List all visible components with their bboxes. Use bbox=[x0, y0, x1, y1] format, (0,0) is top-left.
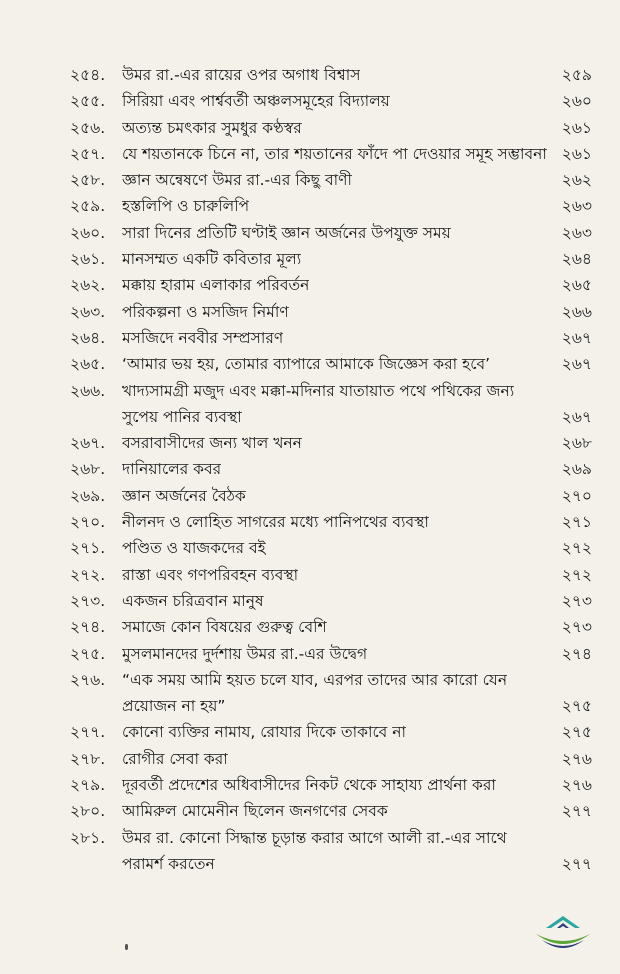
entry-body bbox=[122, 246, 592, 272]
toc-entry bbox=[70, 535, 592, 561]
entry-number: ২৬২. bbox=[70, 276, 106, 295]
entry-number: ২৬৩. bbox=[70, 302, 106, 321]
entry-page-number: ২৭৭ bbox=[561, 802, 592, 821]
entry-title: সারা দিনের প্রতিটি ঘণ্টাই জ্ঞান অর্জনের উপযুক্ত সময় bbox=[122, 223, 451, 242]
entry-page-number: ২৭৬ bbox=[561, 749, 592, 768]
entry-page-number: ২৬৬ bbox=[561, 302, 592, 321]
entry-number: ২৫৫. bbox=[70, 92, 106, 111]
entry-title: দানিয়ালের কবর bbox=[122, 460, 222, 479]
toc-entry bbox=[70, 272, 592, 298]
entry-body bbox=[122, 167, 592, 193]
entry-title: হস্তলিপি ও চারুলিপি bbox=[122, 197, 250, 216]
entry-number: ২৭৯. bbox=[70, 776, 106, 795]
entry-body bbox=[122, 825, 592, 878]
entry-number: ২৬৮. bbox=[70, 460, 106, 479]
entry-number: ২৫৮. bbox=[70, 171, 106, 190]
entry-number: ২৫৭. bbox=[70, 144, 106, 163]
entry-line bbox=[122, 220, 592, 246]
entry-page-number: ২৬৩ bbox=[561, 223, 592, 242]
toc-entry bbox=[70, 772, 592, 798]
entry-page-number: ২৭৬ bbox=[561, 776, 592, 795]
entry-title: মসজিদে নববীর সম্প্রসারণ bbox=[122, 328, 284, 347]
toc-entry bbox=[70, 378, 592, 431]
entry-page-number: ২৬২ bbox=[561, 171, 592, 190]
entry-page-number: ২৭২ bbox=[561, 565, 592, 584]
entry-page-number: ২৬৩ bbox=[561, 197, 592, 216]
entry-number: ২৬৬. bbox=[70, 381, 106, 400]
toc-entry bbox=[70, 62, 592, 88]
entry-number: ২৮১. bbox=[70, 828, 106, 847]
toc-entry bbox=[70, 193, 592, 219]
entry-line bbox=[122, 272, 592, 298]
entry-page-number: ২৬৭ bbox=[561, 328, 592, 347]
toc-entry bbox=[70, 614, 592, 640]
entry-line bbox=[122, 167, 592, 193]
entry-page-number: ২৬১ bbox=[561, 118, 592, 137]
toc-entry bbox=[70, 746, 592, 772]
entry-title: খাদ্যসামগ্রী মজুদ এবং মক্কা-মদিনার যাতায়াত পথে পথিকের জন্য bbox=[122, 381, 515, 400]
entry-page-number: ২৬৯ bbox=[561, 460, 592, 479]
entry-line bbox=[122, 193, 592, 219]
toc-entry bbox=[70, 430, 592, 456]
entry-title: জ্ঞান অর্জনের বৈঠক bbox=[122, 486, 246, 505]
entry-number: ২৬০. bbox=[70, 223, 106, 242]
entry-title: ‘আমার ভয় হয়, তোমার ব্যাপারে আমাকে জিজ্ঞেস করা হবে’ bbox=[122, 355, 491, 374]
entry-title: কোনো ব্যক্তির নামায, রোযার দিকে তাকাবে না bbox=[122, 723, 406, 742]
entry-line bbox=[122, 88, 592, 114]
entry-title: উমর রা. কোনো সিদ্ধান্ত চূড়ান্ত করার আগে আলী রা.-এর সাথে bbox=[122, 828, 507, 847]
entry-line bbox=[122, 299, 592, 325]
entry-body bbox=[122, 535, 592, 561]
entry-body bbox=[122, 325, 592, 351]
entry-title: আমিরুল মোমেনীন ছিলেন জনগণের সেবক bbox=[122, 802, 388, 821]
entry-title: প্রয়োজন না হয়” bbox=[122, 697, 226, 716]
entry-body bbox=[122, 88, 592, 114]
toc-entry bbox=[70, 456, 592, 482]
entry-line bbox=[122, 325, 592, 351]
entry-page-number: ২৬১ bbox=[561, 144, 592, 163]
toc-entry bbox=[70, 325, 592, 351]
entry-title: দূরবর্তী প্রদেশের অধিবাসীদের নিকট থেকে সাহায্য প্রার্থনা করা bbox=[122, 776, 496, 795]
toc-entry bbox=[70, 141, 592, 167]
entry-page-number: ২৬৭ bbox=[561, 407, 592, 426]
entry-title: জ্ঞান অন্বেষণে উমর রা.-এর কিছু বাণী bbox=[122, 171, 352, 190]
entry-body bbox=[122, 614, 592, 640]
toc-entry bbox=[70, 719, 592, 745]
entry-body bbox=[122, 588, 592, 614]
entry-page-number: ২৫৯ bbox=[561, 66, 592, 84]
entry-body bbox=[122, 667, 592, 720]
entry-body bbox=[122, 641, 592, 667]
entry-body bbox=[122, 746, 592, 772]
entry-body bbox=[122, 378, 592, 431]
entry-line bbox=[122, 141, 592, 167]
entry-line bbox=[122, 456, 592, 482]
toc-entry bbox=[70, 667, 592, 720]
entry-line bbox=[122, 483, 592, 509]
toc-entry bbox=[70, 483, 592, 509]
entry-title: যে শয়তানকে চিনে না, তার শয়তানের ফাঁদে পা দেওয়ার সমূহ সম্ভাবনা bbox=[122, 144, 547, 163]
toc-entry bbox=[70, 798, 592, 824]
entry-line bbox=[122, 62, 592, 88]
toc-entry bbox=[70, 167, 592, 193]
entry-number: ২৬৯. bbox=[70, 486, 106, 505]
entry-page-number: ২৭২ bbox=[561, 539, 592, 558]
entry-page-number: ২৬০ bbox=[561, 92, 592, 111]
entry-number: ২৬১. bbox=[70, 250, 106, 269]
entry-title: রোগীর সেবা করা bbox=[122, 749, 228, 768]
entry-body bbox=[122, 798, 592, 824]
entry-body bbox=[122, 220, 592, 246]
entry-title: নীলনদ ও লোহিত সাগরের মধ্যে পানিপথের ব্যবস্থা bbox=[122, 513, 429, 532]
entry-title: বসরাবাসীদের জন্য খাল খনন bbox=[122, 434, 302, 453]
entry-title: মুসলমানদের দুর্দশায় উমর রা.-এর উদ্বেগ bbox=[122, 644, 368, 663]
entry-title: পরিকল্পনা ও মসজিদ নির্মাণ bbox=[122, 302, 289, 321]
entry-title: একজন চরিত্রবান মানুষ bbox=[122, 591, 264, 610]
entry-page-number: ২৭০ bbox=[561, 486, 592, 505]
entry-number: ২৭২. bbox=[70, 565, 106, 584]
entry-line bbox=[122, 404, 592, 430]
entry-page-number: ২৬৫ bbox=[561, 276, 592, 295]
entry-number: ২৭৬. bbox=[70, 670, 106, 689]
entry-title: মক্কায় হারাম এলাকার পরিবর্তন bbox=[122, 276, 310, 295]
entry-title: পরামর্শ করতেন bbox=[122, 854, 215, 873]
publisher-logo-icon bbox=[528, 912, 598, 956]
entry-number: ২৬৭. bbox=[70, 434, 106, 453]
entry-line bbox=[122, 430, 592, 456]
entry-page-number: ২৬৭ bbox=[561, 355, 592, 374]
entry-body bbox=[122, 509, 592, 535]
entry-page-number: ২৭১ bbox=[561, 513, 592, 532]
entry-line bbox=[122, 772, 592, 798]
entry-body bbox=[122, 62, 592, 88]
entry-line bbox=[122, 825, 592, 851]
entry-number: ২৭৩. bbox=[70, 591, 106, 610]
entry-title: সমাজে কোন বিষয়ের গুরুত্ব বেশি bbox=[122, 618, 327, 637]
toc-entry bbox=[70, 562, 592, 588]
entry-page-number: ২৬৪ bbox=[561, 250, 592, 269]
toc-entry bbox=[70, 641, 592, 667]
entry-body bbox=[122, 562, 592, 588]
entry-number: ২৭১. bbox=[70, 539, 106, 558]
print-speck bbox=[125, 944, 128, 950]
entry-page-number: ২৭৫ bbox=[561, 697, 592, 716]
entry-line bbox=[122, 351, 592, 377]
entry-body bbox=[122, 115, 592, 141]
entry-body bbox=[122, 351, 592, 377]
entry-body bbox=[122, 772, 592, 798]
entry-page-number: ২৭৪ bbox=[561, 644, 592, 663]
entry-body bbox=[122, 193, 592, 219]
entry-number: ২৫৪. bbox=[70, 66, 106, 84]
entry-title: পণ্ডিত ও যাজকদের বই bbox=[122, 539, 266, 558]
entry-body bbox=[122, 141, 592, 167]
entry-line bbox=[122, 719, 592, 745]
entry-body bbox=[122, 456, 592, 482]
entry-number: ২৭০. bbox=[70, 513, 106, 532]
entry-page-number: ২৭৩ bbox=[561, 618, 592, 637]
entry-line bbox=[122, 588, 592, 614]
toc-entry bbox=[70, 299, 592, 325]
entry-line bbox=[122, 641, 592, 667]
entry-title: সিরিয়া এবং পার্শ্ববর্তী অঞ্চলসমূহের বিদ্যালয় bbox=[122, 92, 390, 111]
entry-page-number: ২৬৮ bbox=[561, 434, 592, 453]
entry-body bbox=[122, 430, 592, 456]
entry-title: উমর রা.-এর রায়ের ওপর অগাধ বিশ্বাস bbox=[122, 66, 361, 84]
entry-line bbox=[122, 693, 592, 719]
entry-line bbox=[122, 851, 592, 877]
table-of-contents bbox=[70, 62, 592, 877]
entry-page-number: ২৭৫ bbox=[561, 723, 592, 742]
entry-body bbox=[122, 719, 592, 745]
entry-line bbox=[122, 246, 592, 272]
toc-entry bbox=[70, 825, 592, 878]
entry-number: ২৫৬. bbox=[70, 118, 106, 137]
entry-body bbox=[122, 483, 592, 509]
entry-line bbox=[122, 798, 592, 824]
toc-entry bbox=[70, 351, 592, 377]
entry-title: সুপেয় পানির ব্যবস্থা bbox=[122, 407, 242, 426]
entry-body bbox=[122, 272, 592, 298]
entry-number: ২৬৪. bbox=[70, 328, 106, 347]
toc-entry bbox=[70, 509, 592, 535]
entry-line bbox=[122, 562, 592, 588]
entry-line bbox=[122, 115, 592, 141]
entry-page-number: ২৭৭ bbox=[561, 854, 592, 873]
entry-title: “এক সময় আমি হয়ত চলে যাব, এরপর তাদের আর কারো যেন bbox=[122, 670, 508, 689]
entry-number: ২৫৯. bbox=[70, 197, 106, 216]
entry-number: ২৭৪. bbox=[70, 618, 106, 637]
entry-line bbox=[122, 667, 592, 693]
entry-title: মানসম্মত একটি কবিতার মূল্য bbox=[122, 250, 302, 269]
toc-entry bbox=[70, 88, 592, 114]
toc-entry bbox=[70, 220, 592, 246]
entry-line bbox=[122, 378, 592, 404]
toc-entry bbox=[70, 115, 592, 141]
entry-line bbox=[122, 614, 592, 640]
entry-line bbox=[122, 746, 592, 772]
entry-number: ২৭৮. bbox=[70, 749, 106, 768]
entry-line bbox=[122, 535, 592, 561]
toc-entry bbox=[70, 246, 592, 272]
entry-page-number: ২৭৩ bbox=[561, 591, 592, 610]
entry-title: রাস্তা এবং গণপরিবহন ব্যবস্থা bbox=[122, 565, 299, 584]
entry-line bbox=[122, 509, 592, 535]
entry-number: ২৮০. bbox=[70, 802, 106, 821]
entry-title: অত্যন্ত চমৎকার সুমধুর কণ্ঠস্বর bbox=[122, 118, 302, 137]
toc-entry bbox=[70, 588, 592, 614]
entry-number: ২৭৭. bbox=[70, 723, 106, 742]
entry-body bbox=[122, 299, 592, 325]
entry-number: ২৭৫. bbox=[70, 644, 106, 663]
entry-number: ২৬৫. bbox=[70, 355, 106, 374]
